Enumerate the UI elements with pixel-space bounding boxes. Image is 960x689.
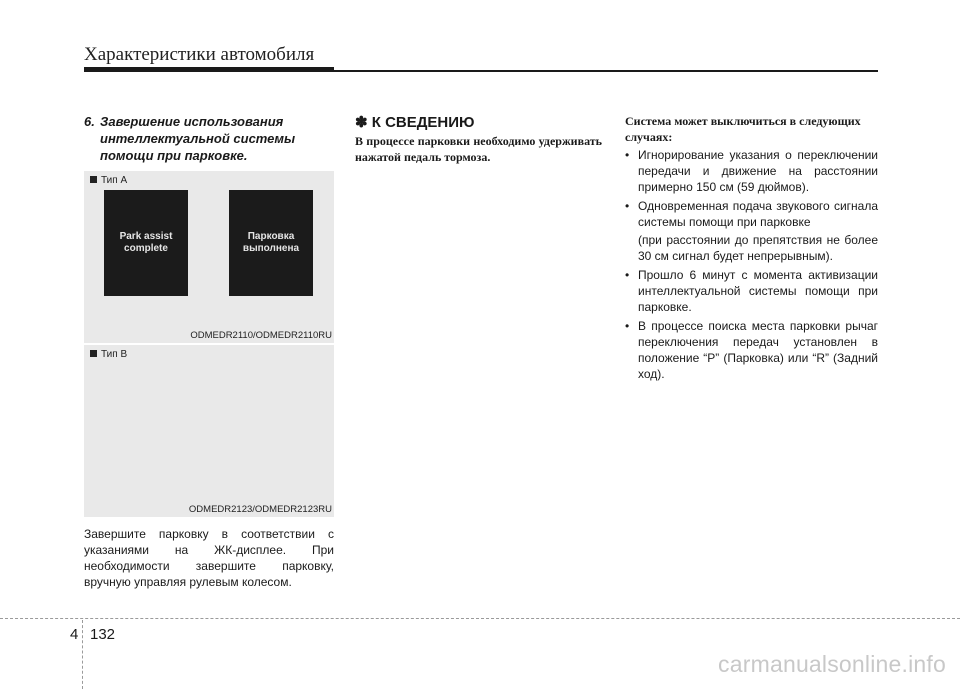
shutdown-conditions-list <box>625 147 878 385</box>
chapter-number: 4 <box>70 626 79 643</box>
info-heading-text: К СВЕДЕНИЮ <box>371 114 475 131</box>
page-number: 132 <box>90 626 116 643</box>
bullet-icon: • <box>625 148 630 162</box>
list-item: • Одновременная подача звукового сигнала системы помощи при парковке (при расстоянии до препятствия не более 30 см сигнал будет непрерывным). <box>625 199 878 263</box>
lcd-message-english: Park assist complete <box>119 231 173 254</box>
figure-type-b <box>84 345 334 517</box>
watermark: carmanualsonline.info <box>718 651 946 677</box>
footer-dashed-divider <box>82 620 83 689</box>
step-heading <box>84 113 334 164</box>
figure-a-label: Тип A <box>90 175 127 186</box>
figure-b-label: Тип B <box>90 349 127 360</box>
figure-b-code: ODMEDR2123/ODMEDR2123RU <box>188 504 332 515</box>
step-number: 6. <box>84 114 95 129</box>
bullet-icon: • <box>625 268 630 282</box>
lcd-screen-russian <box>229 190 313 296</box>
list-item-note: (при расстоянии до препятствия не более 30 см сигнал будет непрерывным). <box>638 233 878 263</box>
bullet-icon: • <box>625 199 630 213</box>
list-item: • В процессе поиска места парковки рычаг переключения передач установлен в положение “P” (Парковка) или “R” (Задний ход). <box>625 319 878 381</box>
header-rule-thick <box>84 67 334 72</box>
bullet-icon: • <box>625 319 630 333</box>
header-rule-thin <box>334 70 878 72</box>
square-bullet-icon <box>90 350 97 357</box>
col1-body-text: Завершите парковку в соответствии с указаниями на ЖК-дисплее. При необходимости завершите парковку, вручную управляя рулевым колесом. <box>84 527 334 589</box>
lcd-message-russian: Парковка выполнена <box>242 231 300 254</box>
footer-dashed-rule <box>0 618 960 619</box>
figure-type-a <box>84 171 334 343</box>
page-header-title: Характеристики автомобиля <box>84 44 315 65</box>
info-asterisk-icon: ✽ <box>355 114 368 131</box>
info-heading <box>355 113 475 131</box>
lcd-screen-english <box>104 190 188 296</box>
info-body-text: В процессе парковки необходимо удерживать нажатой педаль тормоза. <box>355 134 602 164</box>
figure-a-code: ODMEDR2110/ODMEDR2110RU <box>190 330 332 341</box>
step-heading-text: Завершение использования интеллектуальной системы помощи при парковке. <box>100 114 296 163</box>
square-bullet-icon <box>90 176 97 183</box>
list-item: • Прошло 6 минут с момента активизации интеллектуальной системы помощи при парковке. <box>625 268 878 314</box>
list-item: • Игнорирование указания о переключении передачи и движение на расстоянии примерно 150 см (59 дюймов). <box>625 148 878 194</box>
col3-heading: Система может выключиться в следующих случаях: <box>625 114 861 144</box>
